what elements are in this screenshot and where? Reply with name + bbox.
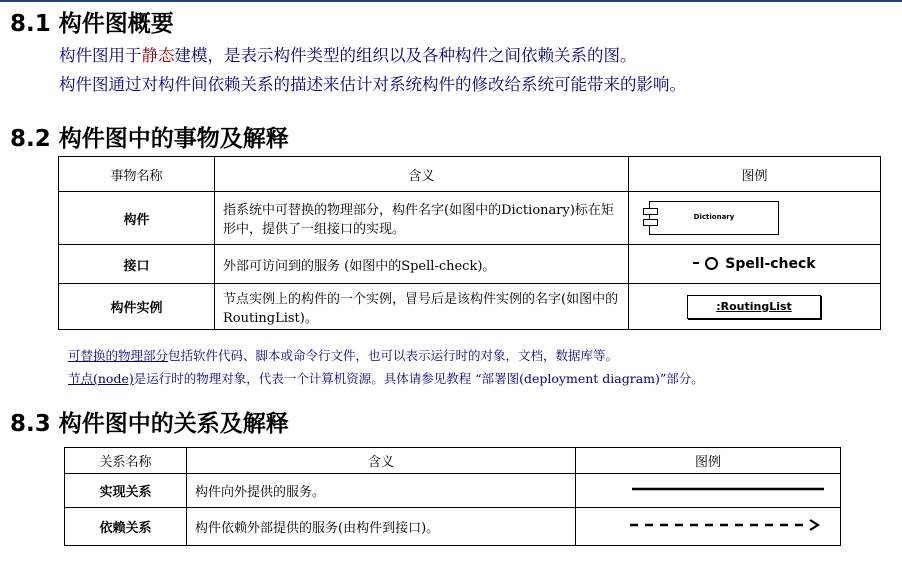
interface-label: Spell-check [725, 256, 816, 272]
component-label: Dictionary [693, 213, 735, 221]
table-row [59, 284, 881, 330]
table-row [65, 474, 841, 508]
paragraph-1 [59, 42, 637, 66]
table-row [59, 192, 881, 245]
interface-lollipop-icon [693, 256, 815, 272]
header-cell: 事物名称 [59, 157, 215, 192]
relation-name: 实现关系 [65, 474, 187, 508]
note-1-term: 可替换的物理部分 [68, 348, 169, 363]
note-2-term: 节点(node) [68, 371, 134, 386]
section-title-8-2: 8.2 构件图中的事物及解释 [10, 126, 289, 152]
paragraph-1-text-a: 构件图用于 [59, 46, 142, 65]
legend-cell [629, 284, 881, 330]
component-instance-icon: :RoutingList [687, 295, 821, 319]
note-2 [68, 369, 704, 387]
header-cell: 关系名称 [65, 448, 187, 474]
thing-name: 接口 [59, 245, 215, 284]
note-2-text: 是运行时的物理对象，代表一个计算机资源。具体请参见教程 “部署图(deployment diagram)”部分。 [133, 371, 704, 386]
note-1-text: 包括软件代码、脚本或命令行文件，也可以表示运行时的对象，文档，数据库等。 [168, 348, 619, 363]
thing-name: 构件 [59, 192, 215, 245]
legend-cell [629, 192, 881, 245]
legend-cell [576, 508, 841, 546]
note-1 [68, 346, 618, 364]
top-rule [0, 0, 902, 2]
table-row [59, 245, 881, 284]
table-header-row [65, 448, 841, 474]
thing-desc: 指系统中可替换的物理部分，构件名字(如图中的Dictionary)标在矩形中，提供了一组接口的实现。 [215, 192, 629, 245]
solid-line-icon [584, 483, 829, 495]
relation-name: 依赖关系 [65, 508, 187, 546]
header-cell: 含义 [187, 448, 576, 474]
relations-table [64, 447, 841, 546]
thing-desc: 外部可访问到的服务 (如图中的Spell-check)。 [215, 245, 629, 284]
paragraph-1-text-b: 建模，是表示构件类型的组织以及各种构件之间依赖关系的图。 [174, 46, 637, 65]
section-title-8-3: 8.3 构件图中的关系及解释 [10, 411, 289, 437]
things-table [58, 156, 881, 330]
relation-desc: 构件依赖外部提供的服务(由构件到接口)。 [187, 508, 576, 546]
component-icon [649, 201, 779, 235]
legend-cell [629, 245, 881, 284]
thing-name: 构件实例 [59, 284, 215, 330]
paragraph-2: 构件图通过对构件间依赖关系的描述来估计对系统构件的修改给系统可能带来的影响。 [59, 75, 686, 94]
table-row [65, 508, 841, 546]
relation-desc: 构件向外提供的服务。 [187, 474, 576, 508]
highlight-static: 静态 [141, 46, 175, 65]
thing-desc: 节点实例上的构件的一个实例，冒号后是该构件实例的名字(如图中的RoutingList)。 [215, 284, 629, 330]
header-cell: 图例 [629, 157, 881, 192]
header-cell: 含义 [215, 157, 629, 192]
legend-cell [576, 474, 841, 508]
table-header-row [59, 157, 881, 192]
section-title-8-1: 8.1 构件图概要 [10, 11, 174, 37]
header-cell: 图例 [576, 448, 841, 474]
dashed-arrow-icon [584, 518, 829, 532]
